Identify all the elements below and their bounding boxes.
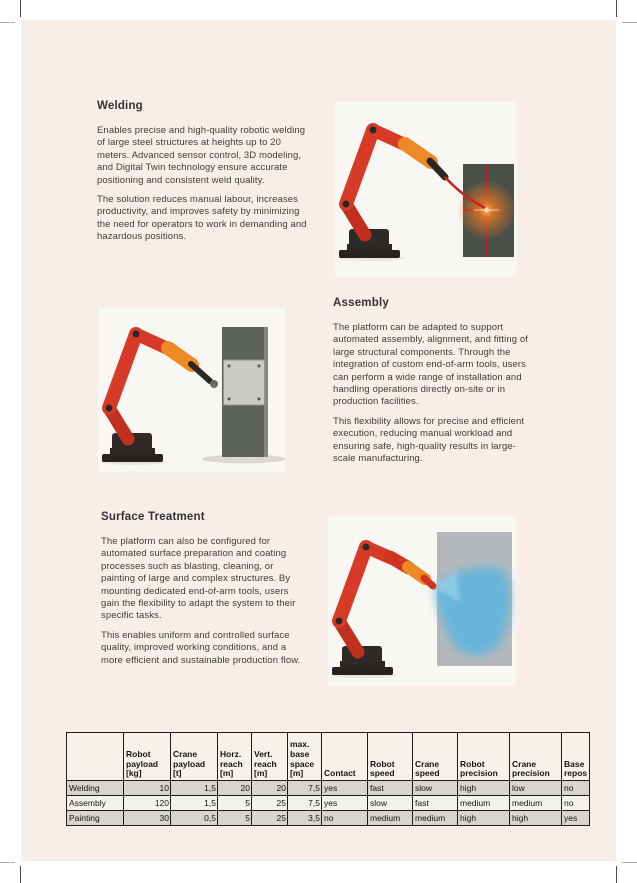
table-header-row [67, 733, 590, 781]
table-cell: 1,5 [171, 796, 218, 811]
robot-arm [331, 544, 433, 679]
table-cell: 0,5 [171, 811, 218, 826]
crop-mark-top-right-horizontal [622, 22, 637, 23]
header-cell-crane-speed: Crane speed [413, 733, 458, 781]
table-cell: high [510, 811, 562, 826]
table-cell: 7,5 [288, 781, 322, 796]
table-cell: fast [413, 796, 458, 811]
table-cell: 25 [252, 796, 288, 811]
crop-mark-bottom-right-horizontal [622, 862, 637, 863]
table-cell: medium [368, 811, 413, 826]
row-label: Assembly [67, 796, 124, 811]
specs-table-wrap [66, 732, 592, 826]
painting-robot-illustration [328, 516, 516, 686]
table-cell: 7,5 [288, 796, 322, 811]
crop-mark-top-left-horizontal [0, 22, 15, 23]
assembly-paragraph-2: This flexibility allows for precise and efficient execution, reducing manual workload and ensuring safe, high-quality results in large-scale manufacturing. [333, 415, 525, 465]
table-cell: high [458, 781, 510, 796]
robot-arm [338, 127, 485, 262]
header-cell-robot-precision: Robot precision [458, 733, 510, 781]
surface-treatment-paragraph-1: The platform can also be configured for automated surface preparation and coating processes such as blasting, cleaning, or painting of large and complex structures. By mounting dedicated end-of-arm tools, users gain the flexibility to adapt the system to their specific tasks. [101, 536, 296, 622]
assembly-robot-illustration [98, 308, 286, 472]
header-cell-horz-reach: Horz. reach [m] [218, 733, 252, 781]
welding-robot-illustration [335, 101, 517, 277]
table-cell: medium [510, 796, 562, 811]
crop-mark-bottom-left-horizontal [0, 862, 15, 863]
table-cell: 20 [252, 781, 288, 796]
table-cell: 30 [124, 811, 171, 826]
crop-mark-top-right-vertical [616, 0, 617, 17]
welding-paragraph-1: Enables precise and high-quality robotic welding of large steel structures at heights up to 20 meters. Advanced sensor control, 3D modeling, and Digital Twin technology ensure accurate positioning and consistent weld quality. [97, 125, 306, 186]
table-cell: 1,5 [171, 781, 218, 796]
table-cell: medium [458, 796, 510, 811]
surface-treatment-title: Surface Treatment [101, 511, 205, 523]
table-cell: no [562, 796, 590, 811]
table-row-assembly [67, 796, 590, 811]
table-cell: slow [413, 781, 458, 796]
weld-target-panel [457, 164, 517, 257]
header-cell-blank [67, 733, 124, 781]
table-cell: 5 [218, 796, 252, 811]
table-cell: medium [413, 811, 458, 826]
painting-illustration [328, 516, 516, 686]
table-cell: slow [368, 796, 413, 811]
gripper-head [210, 380, 218, 388]
table-cell: 25 [252, 811, 288, 826]
table-cell: 3,5 [288, 811, 322, 826]
table-cell: fast [368, 781, 413, 796]
page [21, 20, 616, 861]
table-cell: high [458, 811, 510, 826]
table-cell: no [562, 781, 590, 796]
table-cell: yes [562, 811, 590, 826]
crop-mark-bottom-right-vertical [616, 866, 617, 883]
assembly-illustration [98, 308, 286, 472]
row-label: Welding [67, 781, 124, 796]
header-cell-robot-payload: Robot payload [kg] [124, 733, 171, 781]
table-cell: yes [322, 796, 368, 811]
table-cell: 5 [218, 811, 252, 826]
specs-table [66, 732, 590, 826]
table-cell: 20 [218, 781, 252, 796]
header-cell-crane-payload: Crane payload [t] [171, 733, 218, 781]
welding-section [97, 100, 307, 251]
row-label: Painting [67, 811, 124, 826]
table-cell: 120 [124, 796, 171, 811]
crop-mark-top-left-vertical [20, 0, 21, 17]
header-cell-base-repos: Base repos [562, 733, 590, 781]
header-cell-vert-reach: Vert. reach [m] [252, 733, 288, 781]
table-cell: low [510, 781, 562, 796]
welding-illustration [335, 101, 517, 277]
robot-arm [101, 331, 218, 466]
table-cell: yes [322, 781, 368, 796]
assembly-paragraph-1: The platform can be adapted to support automated assembly, alignment, and fitting of large structural components. Through the integration of custom end-of-arm tools, users can perform a wide range of installation and handling operations directly on-site or in production facilities. [333, 322, 528, 408]
assembly-title: Assembly [333, 297, 389, 309]
header-cell-contact: Contact [322, 733, 368, 781]
table-row-painting [67, 811, 590, 826]
crop-mark-bottom-left-vertical [20, 866, 21, 883]
surface-treatment-paragraph-2: This enables uniform and controlled surface quality, improved working conditions, and a more efficient and sustainable production flow. [101, 629, 301, 666]
surface-treatment-section [101, 511, 308, 674]
assembly-target-panel [202, 327, 286, 464]
table-row-welding [67, 781, 590, 796]
assembly-section [333, 297, 531, 472]
header-cell-crane-precision: Crane precision [510, 733, 562, 781]
welding-paragraph-2: The solution reduces manual labour, increases productivity, and improves safety by minimizing the need for operators to work in demanding and hazardous positions. [97, 194, 307, 243]
header-cell-robot-speed: Robot speed [368, 733, 413, 781]
welding-title: Welding [97, 100, 143, 112]
table-cell: no [322, 811, 368, 826]
table-cell: 10 [124, 781, 171, 796]
header-cell-max-base-space: max. base space [m] [288, 733, 322, 781]
